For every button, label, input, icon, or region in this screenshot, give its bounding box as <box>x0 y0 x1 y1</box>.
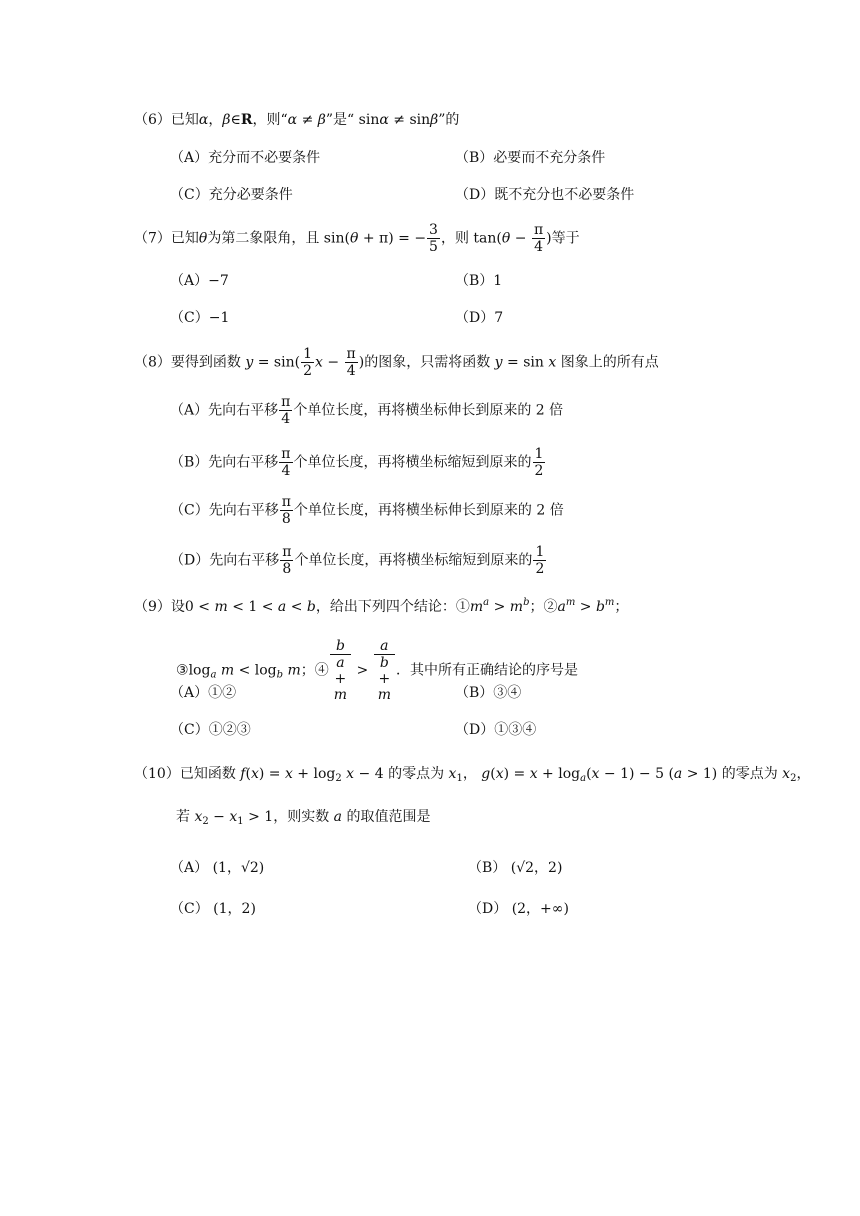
q10-text: 已知函数 <box>179 766 236 782</box>
fraction: b a + m <box>330 638 351 703</box>
q10-text: 的零点为 <box>388 766 445 782</box>
option-a: （A）①② <box>170 685 237 701</box>
option-d: （D） (2，+∞) <box>468 901 569 917</box>
q6-text: 已知 <box>170 112 199 128</box>
q8-text: 图象上的所有点 <box>560 354 659 371</box>
q10-text: ， <box>796 766 811 782</box>
question-9: （9）设0 < m < 1 < a < b，给出下列四个结论：$①m^a > m^b$；$②a^m > b^m$； <box>134 597 629 615</box>
option-b: （B）必要而不充分条件 <box>455 150 606 166</box>
q8-text: 的图象，只需将函数 <box>364 354 491 371</box>
fraction: $\frac{1}{2}$ <box>303 346 312 379</box>
fraction: $\frac{\pi}{8}$ <box>282 544 292 577</box>
q7-text: ，则 <box>440 230 469 247</box>
q9-text: 设 <box>170 599 185 615</box>
option-d: （D）先向右平移 $\frac{\pi}{8}$ 个单位长度，再将横坐标缩短到原来的 $\frac{1}{2}$ <box>170 544 545 577</box>
option-a: （A）先向右平移 $\frac{\pi}{4}$ 个单位长度，再将横坐标伸长到原来的 2 倍 <box>170 394 564 427</box>
fraction: $\frac{\pi}{4}$ <box>533 222 544 255</box>
option-a: （A）−7 <box>170 273 229 289</box>
q10-text: 的零点为 <box>721 766 778 782</box>
question-9-line-2-final: $③\log_a$ $m < \log_b m$；④ b a + m > a b + m ．其中所有正确结论的序号是 <box>176 638 578 703</box>
fraction: $\frac{\pi}{8}$ <box>281 494 291 527</box>
option-b: （B）1 <box>455 273 503 289</box>
fraction: $\frac{1}{2}$ <box>534 446 544 479</box>
fraction: $\frac{\pi}{4}$ <box>281 446 291 479</box>
q7-text: 等于 <box>551 230 580 247</box>
question-number: （9） <box>134 599 171 615</box>
question-6: （6）已知α，β∈R，则“α ≠ β”是“ sinα ≠ sinβ”的 <box>134 112 460 128</box>
q6-text: ，则“ <box>252 112 288 128</box>
question-number: （7） <box>134 230 171 247</box>
fraction: $\frac{\pi}{4}$ <box>281 394 291 427</box>
q6-text: ”的 <box>438 112 460 128</box>
option-c: （C）充分必要条件 <box>170 187 293 203</box>
question-7: （7）已知θ为第二象限角，且 sin(θ + π) = − $\frac{3}{5}$ ，则 tan(θ − $\frac{\pi}{4}$ )等于 <box>134 222 580 255</box>
option-b: （B） (√2，2) <box>468 860 563 876</box>
question-10-line-2: 若 $x_2 - x_1 > 1$，则实数 a 的取值范围是 <box>176 809 431 827</box>
question-number: （6） <box>134 112 171 128</box>
option-c: （C）−1 <box>170 310 230 326</box>
q7-text: 已知 <box>170 230 199 247</box>
fraction: $\frac{1}{2}$ <box>535 544 545 577</box>
option-c: （C） (1，2) <box>170 901 256 917</box>
option-b: （B）先向右平移 $\frac{\pi}{4}$ 个单位长度，再将横坐标缩短到原来的 $\frac{1}{2}$ <box>170 446 544 479</box>
question-number: （10） <box>134 766 180 782</box>
question-8: （8）要得到函数 y = sin( $\frac{1}{2}$ x − $\frac{\pi}{4}$ )的图象，只需将函数 y = sin x 图象上的所有点 <box>134 346 659 379</box>
q6-text: ”是“ <box>325 112 355 128</box>
option-a: （A） (1，√2) <box>170 860 265 876</box>
q7-text: 为第二象限角，且 <box>207 230 320 247</box>
option-b: （B）③④ <box>455 685 522 701</box>
option-a: （A）充分而不必要条件 <box>170 150 321 166</box>
fraction: $\frac{3}{5}$ <box>429 222 438 255</box>
q8-text: 要得到函数 <box>170 354 241 371</box>
fraction: a b + m <box>374 638 395 703</box>
question-10: （10）已知函数 $f(x) = x + \log_2 x - 4$ 的零点为 $x_1$， $g(x) = x + \log_a(x - 1) - 5$ (a > 1) 的零点为 $x_2$， <box>134 766 811 784</box>
q9-text: ，给出下列四个结论： <box>315 599 456 615</box>
q9-text: ．其中所有正确结论的序号是 <box>395 662 578 679</box>
option-d: （D）7 <box>455 310 504 326</box>
q10-text: ， <box>462 766 477 782</box>
option-d: （D）既不充分也不必要条件 <box>455 187 635 203</box>
question-number: （8） <box>134 354 171 371</box>
fraction: $\frac{\pi}{4}$ <box>346 346 356 379</box>
option-c: （C）①②③ <box>170 722 251 738</box>
option-d: （D）①③④ <box>455 722 537 738</box>
option-c: （C）先向右平移 $\frac{\pi}{8}$ 个单位长度，再将横坐标伸长到原来的 2 倍 <box>170 494 564 527</box>
